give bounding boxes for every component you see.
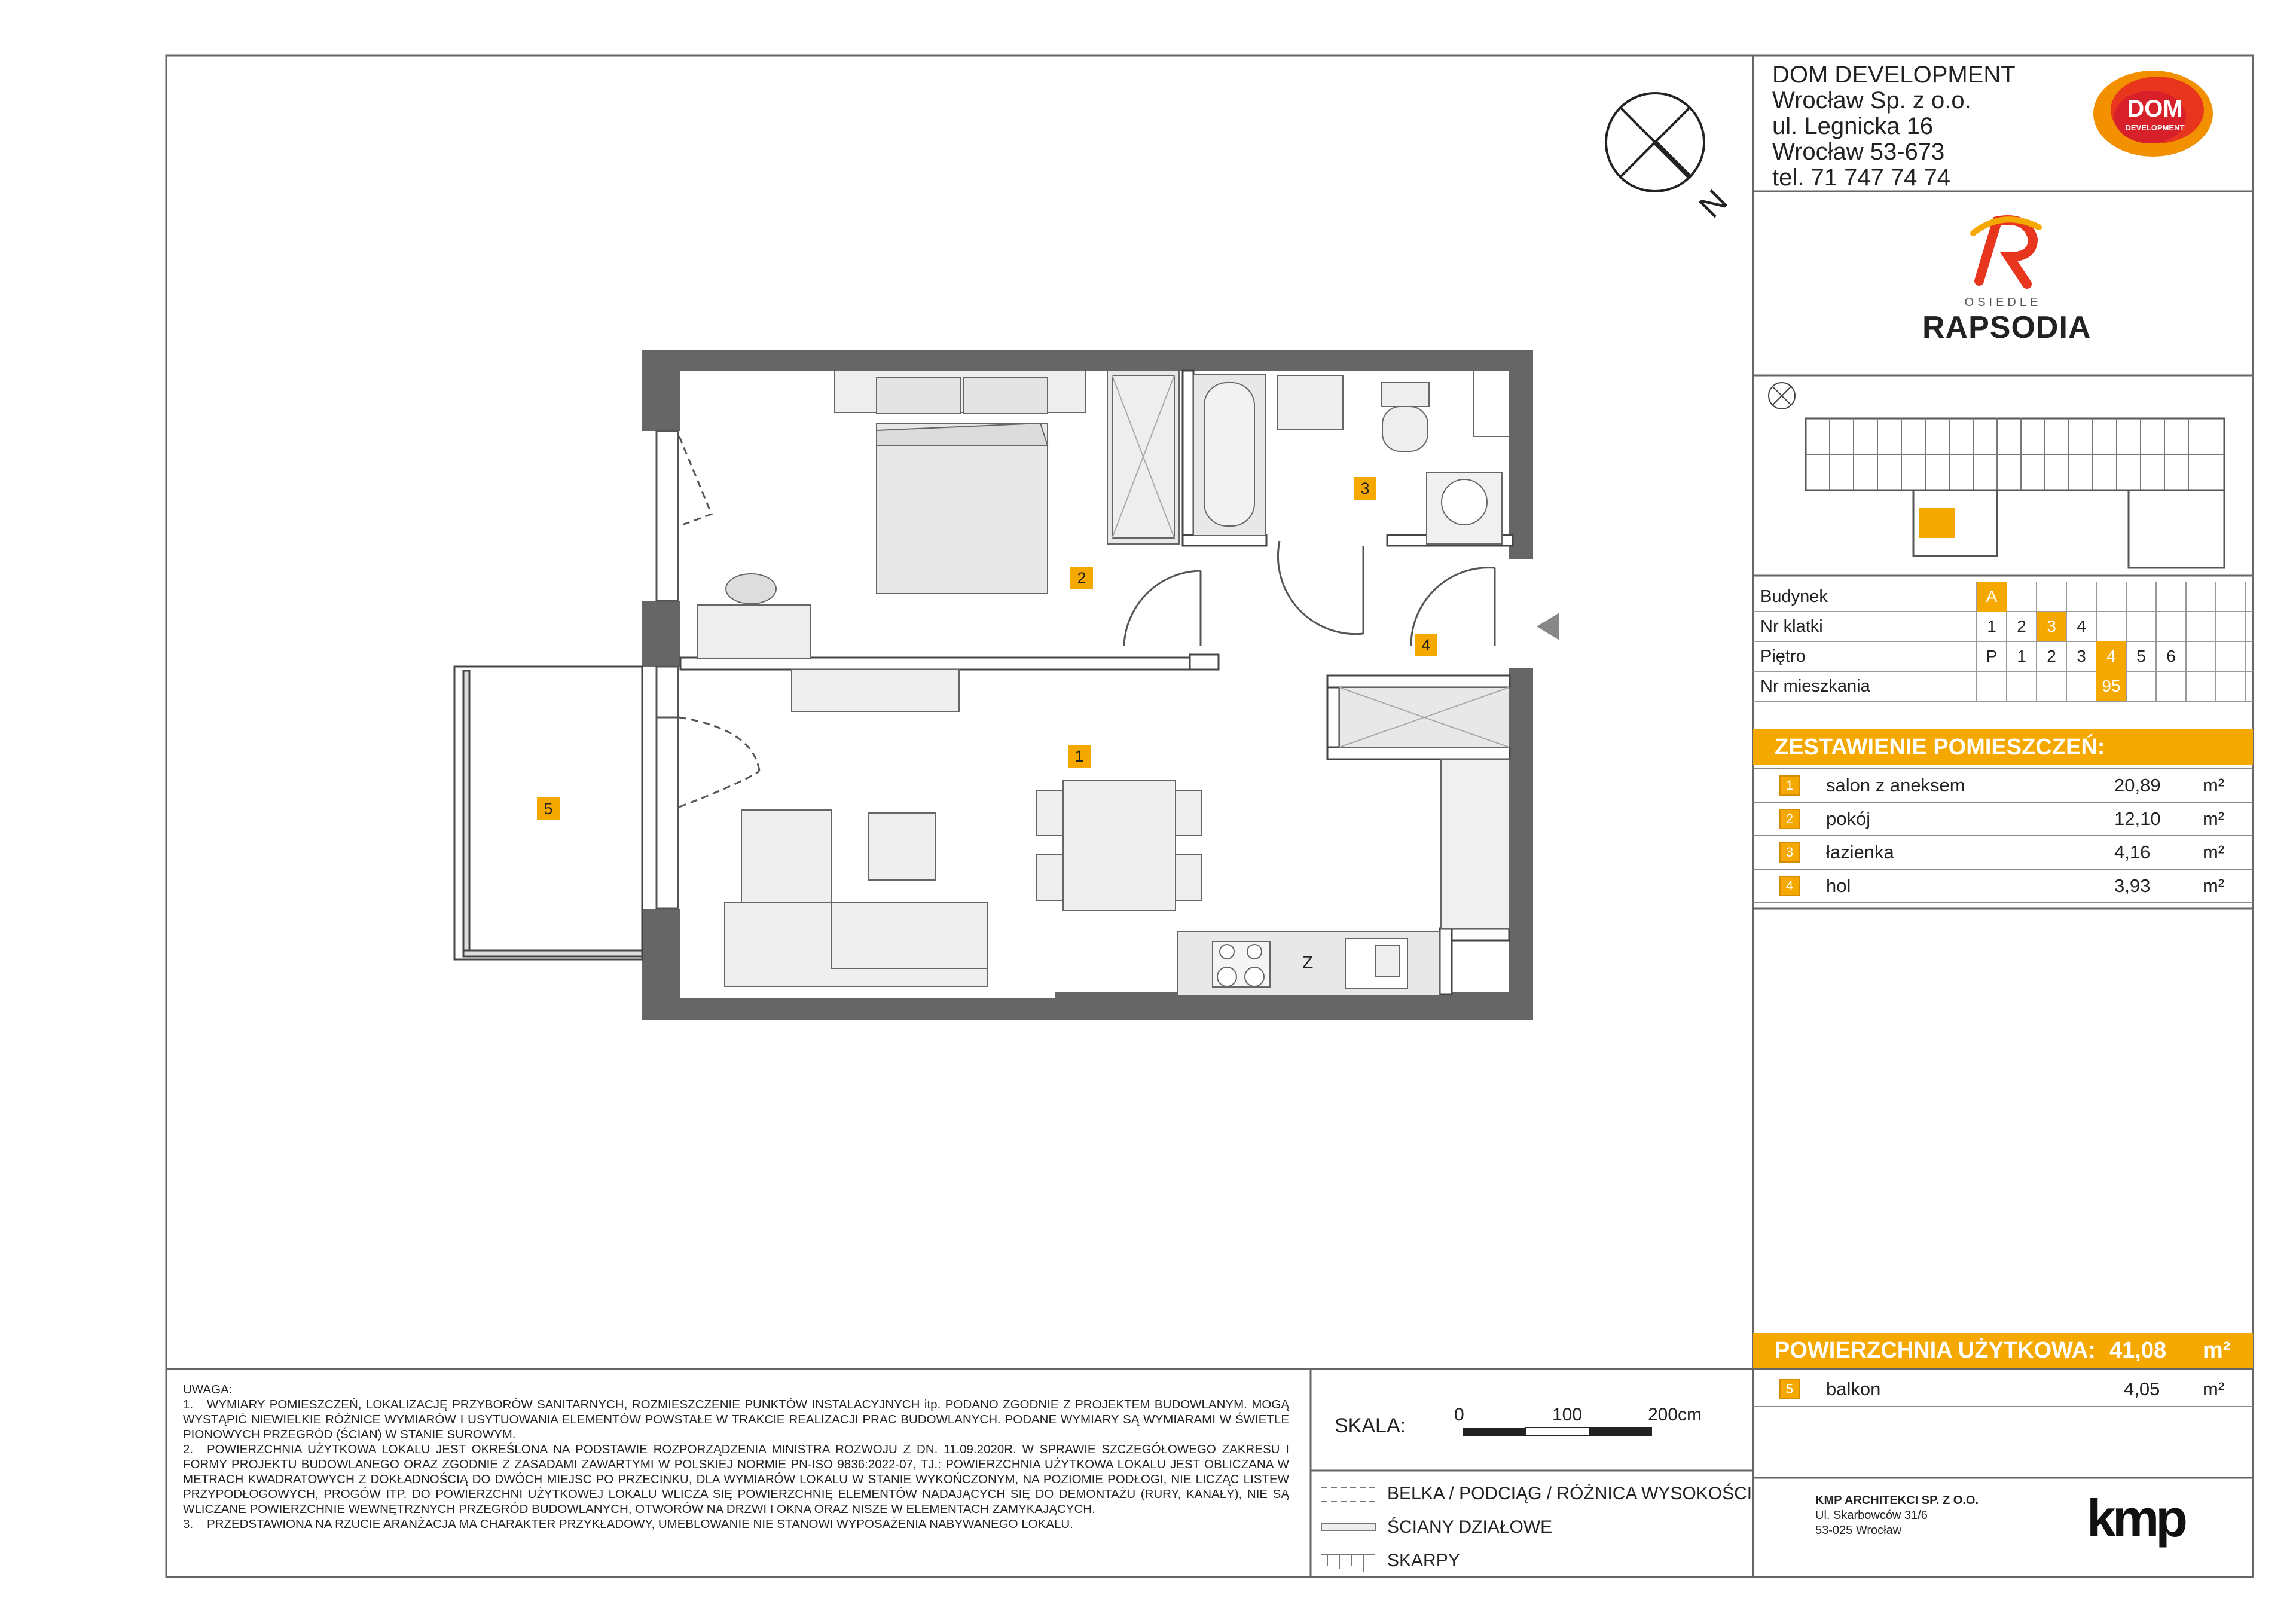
room-unit: m² [2203, 775, 2225, 796]
room-row [1753, 869, 2253, 903]
room-number: 1 [1779, 775, 1800, 796]
company-phone: tel. 71 747 74 74 [1772, 164, 1951, 191]
location-cell: 6 [2166, 647, 2176, 665]
legend-partition-walls: ŚCIANY DZIAŁOWE [1387, 1517, 1553, 1537]
notes [183, 1382, 1289, 1532]
architect-name: KMP ARCHITEKCI SP. Z O.O. [1815, 1494, 1979, 1507]
room-row [1753, 769, 2253, 802]
room-row [1753, 836, 2253, 869]
location-row-label: Nr mieszkania [1760, 677, 1870, 696]
location-cell: 2 [2017, 617, 2026, 635]
room-area: 3,93 [2114, 875, 2151, 896]
project-name: RAPSODIA [1922, 310, 2092, 345]
location-cell: 1 [1987, 617, 1996, 635]
total-area-value: 41,08 [2109, 1338, 2167, 1363]
room-name: salon z aneksem [1826, 775, 1965, 796]
location-cell [2037, 671, 2066, 701]
rapsodia-logo [1922, 209, 2092, 359]
project-small-label: OSIEDLE [1964, 296, 2042, 309]
room-name: hol [1826, 875, 1851, 896]
room-unit: m² [2203, 808, 2225, 829]
company-line2: Wrocław Sp. z o.o. [1772, 87, 1971, 114]
company-name: DOM DEVELOPMENT [1772, 62, 2016, 88]
location-cell: 3 [2077, 647, 2086, 665]
note-3: 3. PRZEDSTAWIONA NA RZUCIE ARANŻACJA MA CHARAKTER PRZYKŁADOWY, UMEBLOWANIE NIE STANOWI WYPOSAŻENIA NABYWANEGO LOKALU. [183, 1517, 1073, 1531]
balcony-number: 5 [1779, 1379, 1800, 1399]
entrance-marker [1537, 613, 1559, 640]
room-number: 2 [1779, 809, 1800, 829]
room-number: 3 [1779, 842, 1800, 863]
plan-badge-room-5: 5 [537, 797, 560, 820]
location-cell: 1 [2017, 647, 2026, 665]
scale-tick-100: 100 [1552, 1405, 1583, 1425]
location-cell: 4 [2096, 641, 2126, 671]
room-row [1753, 802, 2253, 836]
location-row-label: Piętro [1760, 647, 1806, 666]
location-cell: 2 [2047, 647, 2056, 665]
plan-badge-room-1: 1 [1068, 745, 1091, 768]
balcony-unit: m² [2203, 1379, 2225, 1399]
location-cell [1977, 671, 2007, 701]
site-keyplan [1769, 383, 2224, 568]
company-info [1772, 62, 2016, 191]
total-area-label: POWIERZCHNIA UŻYTKOWA: [1775, 1338, 2096, 1363]
notes-title: UWAGA: [183, 1383, 233, 1396]
rapsodia-r-icon [1955, 209, 2051, 293]
scale-tick-0: 0 [1454, 1405, 1464, 1425]
note-1: 1. WYMIARY POMIESZCZEŃ, LOKALIZACJĘ PRZYBORÓW SANITARNYCH, ROZMIESZCZENIE PUNKTÓW INSTALACYJNYCH itp. PODANO ZGODNIE Z PROJEKTEM BUDOWLANYM. MOGĄ WYSTĄPIĆ NIEWIELKIE RÓŻNICE WYMIARÓW I USYTUOWANIA ELEMENTÓW POWSTAŁE W TRAKCIE REALIZACJI PRAC BUDOWLANYCH. PODANE WYMIARY SĄ WYMIARAMI W ŚWIETLE PIONOWYCH PRZEGRÓD (ŚCIAN) W STANIE SUROWYM. [183, 1398, 1289, 1441]
room-area: 12,10 [2114, 808, 2161, 829]
room-unit: m² [2203, 842, 2225, 863]
location-row-label: Budynek [1760, 587, 1828, 606]
scale-bar [1463, 1428, 1651, 1436]
room-area: 4,16 [2114, 842, 2151, 863]
fridge-label: Z [1302, 953, 1314, 973]
plan-badge-room-2: 2 [1070, 567, 1093, 589]
location-cell: A [1977, 582, 2007, 612]
balcony-row [1753, 1373, 2253, 1406]
legend-symbols [1321, 1487, 1375, 1572]
architect-city: 53-025 Wrocław [1815, 1524, 1902, 1537]
location-cell [2007, 671, 2037, 701]
plan-badge-room-3: 3 [1354, 477, 1376, 500]
scale-tick-200: 200cm [1648, 1405, 1702, 1425]
company-street: ul. Legnicka 16 [1772, 113, 1934, 139]
room-unit: m² [2203, 875, 2225, 896]
location-cell: 5 [2136, 647, 2146, 665]
balcony-area: 4,05 [2124, 1379, 2160, 1399]
location-cell: 95 [2096, 671, 2126, 701]
architect-street: Ul. Skarbowców 31/6 [1815, 1509, 1928, 1522]
legend-beam: BELKA / PODCIĄG / RÓŻNICA WYSOKOŚCI [1387, 1484, 1752, 1503]
location-cell [2066, 671, 2096, 701]
plan-badge-room-4: 4 [1415, 634, 1437, 656]
room-number: 4 [1779, 876, 1800, 896]
dom-logo-text: DOM [2127, 96, 2183, 122]
total-area-unit: m² [2203, 1338, 2231, 1363]
dom-development-logo [2090, 66, 2216, 161]
location-cell: P [1986, 647, 1998, 665]
rooms-header: ZESTAWIENIE POMIESZCZEŃ: [1753, 729, 2253, 765]
compass-north-label: N [1692, 182, 1735, 225]
architect-info [1815, 1493, 1979, 1538]
room-name: pokój [1826, 808, 1871, 829]
total-area-bar [1753, 1333, 2253, 1368]
room-name: łazienka [1826, 842, 1894, 863]
compass [1606, 93, 1704, 191]
note-2: 2. POWIERZCHNIA UŻYTKOWA LOKALU JEST OKREŚLONA NA PODSTAWIE ROZPORZĄDZENIA MINISTRA ROZWOJU Z DN. 11.09.2020R. W SPRAWIE SZCZEGÓŁOWEGO ZAKRESU I FORMY PROJEKTU BUDOWLANEGO ORAZ ZGODNIE Z ZASADAMI ZAWARTYMI W POLSKIEJ NORMIE PN-ISO 9836:2022-07, TJ.: POWIERZCHNIA UŻYTKOWA LOKALU JEST OBLICZANA W METRACH KWADRATOWYCH Z DOKŁADNOŚCIĄ DO DWÓCH MIEJSC PO PRZECINKU, DLA WYMIARÓW LOKALU W STANIE WYKOŃCZONYM, NA POZIOMIE PODŁOGI, NIE LICZĄC LISTEW PRZYPODŁOGOWYCH, PROGÓW ITP. DO POWIERZCHNI UŻYTKOWEJ LOKALU WLICZA SIĘ POWIERZCHNIĘ ELEMENTÓW NADAJĄCYCH SIĘ DO DEMONTAŻU (RURY, KANAŁY), NIE SĄ WLICZANE POWIERZCHNIE WEWNĘTRZNYCH PRZEGRÓD BUDOWLANYCH, OTWORÓW NA DRZWI I OKNA ORAZ NISZE W ELEMENTACH ZAMYKAJĄCYCH. [183, 1442, 1289, 1516]
scale-label: SKALA: [1335, 1414, 1406, 1437]
balcony-name: balkon [1826, 1379, 1881, 1399]
company-city: Wrocław 53-673 [1772, 139, 1945, 165]
kmp-logo: kmp [2087, 1488, 2184, 1548]
dom-logo-subtext: DEVELOPMENT [2125, 123, 2185, 132]
location-cell: 4 [2077, 617, 2086, 635]
location-row-label: Nr klatki [1760, 617, 1823, 636]
location-cell: 3 [2037, 612, 2066, 641]
legend-slopes: SKARPY [1387, 1551, 1460, 1570]
room-area: 20,89 [2114, 775, 2161, 796]
